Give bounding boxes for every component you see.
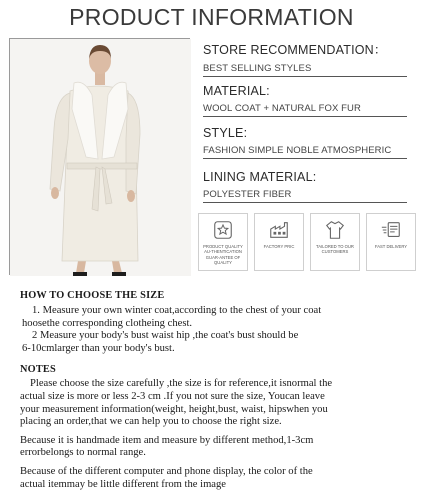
note-3-line-1: Because of the different computer and phone display, the color of the	[20, 465, 313, 477]
badge-factory	[254, 213, 304, 271]
material-heading: MATERIAL:	[203, 84, 270, 98]
badge-quality	[198, 213, 248, 271]
product-photo	[9, 38, 190, 275]
badge-delivery	[366, 213, 416, 271]
size-and-notes-text	[20, 290, 416, 491]
badge-factory-label: FACTORY PRIC	[263, 244, 295, 249]
lining-material-heading: LINING MATERIAL:	[203, 170, 317, 184]
style-value: FASHION SIMPLE NOBLE ATMOSPHERIC	[203, 145, 392, 156]
note-1-line-4: placing an order,that we can help you to choose the right size.	[20, 416, 282, 428]
size-step-1-line-2: hoosethe corresponding clotheing chest.	[22, 317, 193, 329]
badge-row	[198, 213, 420, 273]
lining-material-section	[203, 170, 418, 203]
store-recommendation-section	[203, 40, 418, 77]
material-section	[203, 84, 418, 117]
note-2-line-2: errorbelongs to normal range.	[20, 447, 146, 459]
store-recommendation-value: BEST SELLING STYLES	[203, 63, 312, 74]
note-1-line-3: your measurement information(weight, height,bust, waist, hipswhen you	[20, 403, 328, 415]
badge-tailored-label: TAILORED TO OUR CUSTOMERS	[316, 244, 354, 255]
divider	[203, 76, 407, 77]
size-step-2-line-2: 6-10cmlarger than your body's bust.	[22, 342, 175, 354]
page-title: PRODUCT INFORMATION	[69, 4, 354, 30]
note-1-line-2: actual size is more or less 2-3 cm .If you not sure the size, Youcan leave	[20, 390, 325, 402]
badge-delivery-label: FAST DELIVERY	[374, 244, 408, 249]
medal-star-icon	[212, 219, 234, 241]
badge-quality-label: PRODUCT QUALITY AU-THENTICATION GUAR-ANTEE OF QUALITY	[203, 244, 243, 266]
lining-material-value: POLYESTER FIBER	[203, 189, 292, 200]
note-3-line-2: actual itemmay be little different from the image	[20, 478, 227, 490]
note-2-line-1: Because it is handmade item and measure by different method,1-3cm	[20, 434, 314, 446]
shirt-icon	[324, 219, 346, 241]
size-guide-heading: HOW TO CHOOSE THE SIZE	[20, 290, 165, 301]
divider	[203, 158, 407, 159]
material-value: WOOL COAT + NATURAL FOX FUR	[203, 103, 361, 114]
size-step-1-line-1: 1. Measure your own winter coat,according to the chest of your coat	[32, 305, 322, 316]
size-step-2-line-1: 2 Measure your body's bust waist hip ,the coat's bust should be	[32, 330, 299, 342]
notes-heading: NOTES	[20, 364, 56, 376]
divider	[203, 116, 407, 117]
delivery-icon	[380, 219, 402, 241]
note-1-line-1: Please choose the size carefully ,the size is for reference,it isnormal the	[30, 378, 333, 390]
store-recommendation-heading: STORE RECOMMENDATION：	[203, 43, 387, 57]
style-heading: STYLE:	[203, 126, 248, 140]
factory-icon	[268, 219, 290, 241]
style-section	[203, 126, 418, 159]
badge-tailored	[310, 213, 360, 271]
divider	[203, 202, 407, 203]
